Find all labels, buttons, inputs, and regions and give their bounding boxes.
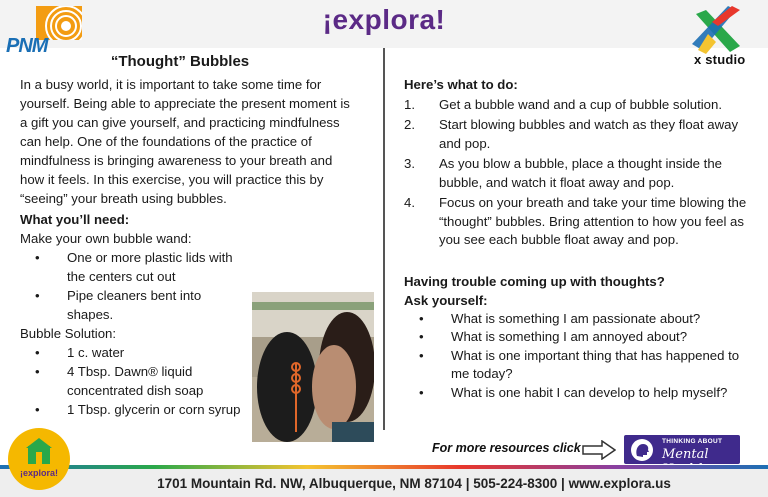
ask-heading: Ask yourself: <box>404 292 488 308</box>
footer-address: 1701 Mountain Rd. NW, Albuquerque, NM 87104 | 505-224-8300 | www.explora.us <box>157 476 671 491</box>
list-item <box>404 116 754 153</box>
resources-text: For more resources click <box>432 441 581 455</box>
column-divider <box>383 48 385 430</box>
pnm-logo-text: PNM <box>6 35 48 57</box>
list-item: • One or more plastic lids with the centers cut out <box>20 248 250 286</box>
list-item: • What is something I am passionate about? <box>404 310 754 329</box>
step-text: Get a bubble wand and a cup of bubble solution. <box>439 96 723 112</box>
mental-health-label: Mental <box>662 447 709 462</box>
todo-heading: Here’s what to do: <box>404 77 518 92</box>
mental-health-small-label: THINKING ABOUT <box>662 438 723 445</box>
intro-paragraph: In a busy world, it is important to take some time for yourself. Being able to appreciate the present moment is a gift you can give yourself, and practicing mindfulness can help. One of the foundations of the practice of mindfulness is bringing awareness to your breath and how it feels. In this exercise, you will practice this by “seeing” your breath using bubbles. <box>20 77 350 206</box>
step-number: 2. <box>404 117 415 132</box>
solution-heading: Bubble Solution: <box>20 326 117 341</box>
step-text: Start blowing bubbles and watch as they float away and pop. <box>439 117 739 151</box>
list-item: • What is one important thing that has happened to me today? <box>404 347 754 384</box>
list-item: • 4 Tbsp. Dawn® liquid concentrated dish soap <box>20 362 250 400</box>
trouble-heading: Having trouble coming up with thoughts? <box>404 273 665 289</box>
brand-title: ¡explora! <box>322 4 446 35</box>
x-studio-label: x studio <box>694 52 746 67</box>
list-item: • 1 Tbsp. glycerin or corn syrup <box>20 400 250 419</box>
questions-list <box>404 310 754 403</box>
step-number: 3. <box>404 156 415 171</box>
trouble-block <box>404 272 754 310</box>
need-heading: What you’ll need: <box>20 212 130 227</box>
list-item: • Pipe cleaners bent into shapes. <box>20 286 250 324</box>
list-item: • What is one habit I can develop to help myself? <box>404 384 754 403</box>
list-item <box>404 194 754 250</box>
explora-building-icon <box>26 438 52 466</box>
list-item: • 1 c. water <box>20 343 250 362</box>
explora-badge <box>8 428 70 490</box>
steps-list <box>404 96 754 250</box>
step-number: 4. <box>404 195 415 210</box>
head-icon <box>630 438 654 462</box>
explora-badge-label: ¡explora! <box>19 468 58 478</box>
step-number: 1. <box>404 96 415 112</box>
list-item <box>404 155 754 192</box>
right-column <box>404 76 754 402</box>
wand-heading: Make your own bubble wand: <box>20 231 192 246</box>
bubble-photo <box>252 292 374 442</box>
page-title: “Thought” Bubbles <box>110 53 250 70</box>
list-item: • What is something I am annoyed about? <box>404 328 754 347</box>
step-text: As you blow a bubble, place a thought inside the bubble, and watch it float away and pop. <box>439 156 722 190</box>
list-item <box>404 96 754 115</box>
step-text: Focus on your breath and take your time blowing the “thought” bubbles. Bring attention to how you feel as you see each bubble float away and pop. <box>439 195 747 247</box>
arrow-right-icon <box>582 440 616 460</box>
mental-health-link[interactable] <box>624 435 740 464</box>
